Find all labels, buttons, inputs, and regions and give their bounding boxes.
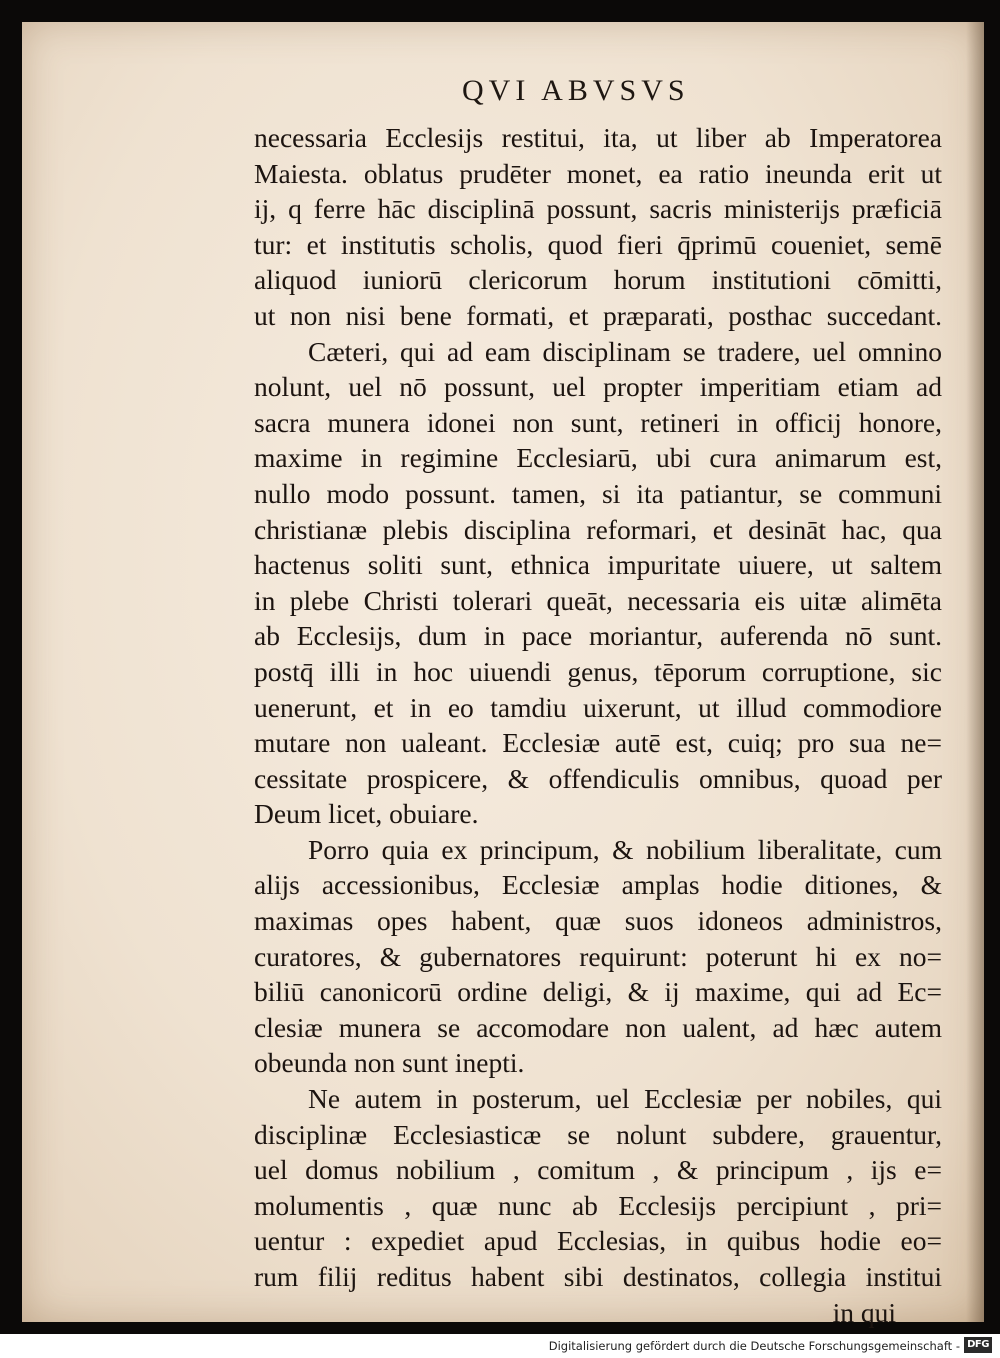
text-line: alijs accessionibus, Ecclesiæ amplas hodie ditiones, & (254, 869, 942, 901)
text-line: hactenus soliti sunt, ethnica impuritate uiuere, ut saltem (254, 549, 942, 581)
text-line: biliū canonicorū ordine deligi, & ij maxime, qui ad Ec= (254, 976, 942, 1008)
text-line: curatores, & gubernatores requirunt: poterunt hi ex no= (254, 940, 942, 972)
catchword: in qui (832, 1296, 896, 1328)
text-line: christianæ plebis disciplina reformari, et desināt hac, qua (254, 513, 942, 545)
text-line: maxime in regimine Ecclesiarū, ubi cura animarum est, (254, 442, 942, 474)
text-line: postq̄ illi in hoc uiuendi genus, tēporum corruptione, sic (254, 655, 942, 687)
book-page (22, 22, 984, 1328)
text-line: disciplinæ Ecclesiasticæ se nolunt subdere, grauentur, (254, 1118, 942, 1150)
text-line: sacra munera idonei non sunt, retineri in officij honore, (254, 406, 942, 438)
text-line: uentur : expediet apud Ecclesias, in quibus hodie eo= (254, 1225, 942, 1257)
text-line: uenerunt, et in eo tamdiu uixerunt, ut illud commodiore (254, 691, 942, 723)
text-block (254, 120, 942, 1330)
text-line: mutare non ualeant. Ecclesiæ autē est, cuiq; pro sua ne= (254, 727, 942, 759)
paragraph-end-line: Deum licet, obuiare. (254, 798, 479, 830)
text-line: nullo modo possunt. tamen, si ita patiantur, se communi (254, 477, 942, 509)
text-line: uel domus nobilium , comitum , & principum , ijs e= (254, 1154, 942, 1186)
text-line: aliquod iuniorū clericorum horum institutioni cōmitti, (254, 264, 942, 296)
text-line: tur: et institutis scholis, quod fieri q̄primū coueniet, semē (254, 228, 942, 260)
running-head: QVI ABVSVS (462, 74, 690, 107)
dfg-logo: DFG (964, 1337, 992, 1353)
paragraph-start-line: Cæteri, qui ad eam disciplinam se tradere, uel omnino (308, 335, 942, 367)
text-line: maximas opes habent, quæ suos idoneos administros, (254, 905, 942, 937)
text-line: necessaria Ecclesijs restitui, ita, ut liber ab Imperatorea (254, 122, 942, 153)
text-line: ij, q ferre hāc disciplinā possunt, sacris ministerijs præficiā (254, 193, 942, 225)
text-line: in plebe Christi tolerari queāt, necessaria eis uitæ alimēta (254, 584, 942, 616)
text-line: Maiesta. oblatus prudēter monet, ea ratio ineunda erit ut (254, 157, 942, 189)
text-line: ab Ecclesijs, dum in pace moriantur, auferenda nō sunt. (254, 620, 942, 652)
paragraph-start-line: Ne autem in posterum, uel Ecclesiæ per nobiles, qui (308, 1083, 942, 1115)
text-line: cessitate prospicere, & offendiculis omnibus, quoad per (254, 762, 942, 794)
text-line: rum filij reditus habent sibi destinatos, collegia institui (254, 1261, 942, 1292)
text-line: molumentis , quæ nunc ab Ecclesijs percipiunt , pri= (254, 1189, 942, 1221)
text-line: ut non nisi bene formati, et præparati, posthac succedant. (254, 299, 942, 331)
text-line: clesiæ munera se accomodare non ualent, ad hæc autem (254, 1011, 942, 1043)
funding-credit: Digitalisierung gefördert durch die Deutsche Forschungsgemeinschaft - (548, 1339, 960, 1353)
paragraph-end-line: obeunda non sunt inepti. (254, 1047, 525, 1079)
paragraph-start-line: Porro quia ex principum, & nobilium liberalitate, cum (308, 833, 942, 865)
text-line: nolunt, uel nō possunt, uel propter imperitiam etiam ad (254, 371, 942, 403)
